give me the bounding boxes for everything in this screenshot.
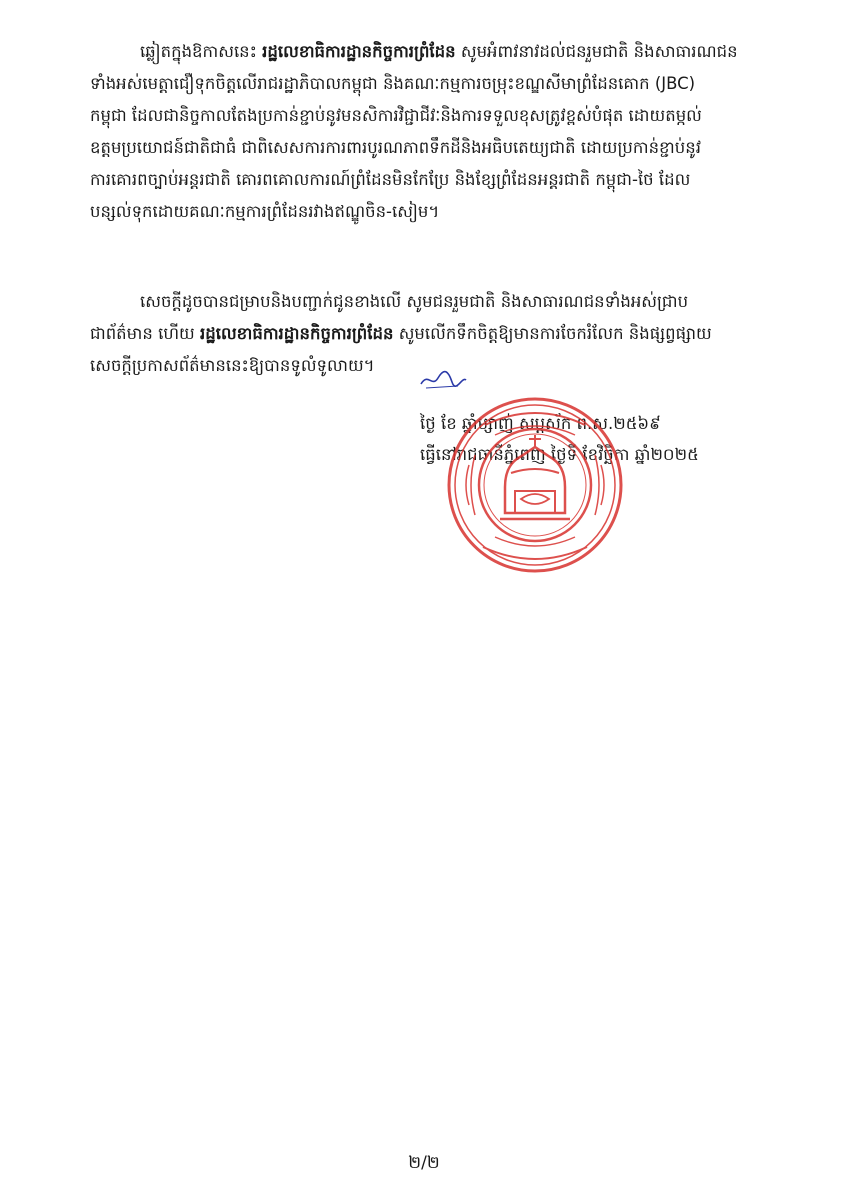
lunar-date-line: ថ្ងៃ ខែ ឆ្នាំម្សាញ់ សប្តស័ក ព.ស.២៥៦៩ — [420, 414, 661, 433]
paragraph-line: បន្សល់ទុកដោយគណៈកម្មការព្រំដែនរវាងឥណ្ឌូចិន-សៀម។ — [90, 202, 440, 221]
official-seal-icon — [445, 395, 625, 575]
page-number: ២/២ — [408, 1153, 440, 1173]
agency-name-bold: រដ្ឋលេខាធិការដ្ឋានកិច្ចការព្រំដែន — [200, 324, 394, 343]
solar-date-line: ធ្វើនៅរាជធានីភ្នំពេញ ថ្ងៃទី ខែវិច្ឆិកា ឆ្នាំ២០២៥ — [420, 445, 699, 464]
paragraph-line: ជាព័ត៌មាន ហើយ រដ្ឋលេខាធិការដ្ឋានកិច្ចការព្រំដែន សូមលើកទឹកចិត្តឱ្យមានការចែករំលែក និងផ្សព្វផ្សាយ — [90, 324, 712, 343]
agency-name-bold: រដ្ឋលេខាធិការដ្ឋានកិច្ចការព្រំដែន — [262, 42, 456, 61]
paragraph-appeal — [90, 36, 770, 228]
paragraph-line: សេចក្តីដូចបានជម្រាបនិងបញ្ជាក់ជូនខាងលើ សូមជនរួមជាតិ និងសាធារណជនទាំងអស់ជ្រាប — [140, 292, 689, 311]
paragraph-line: ឆ្លៀតក្នុងឱកាសនេះ រដ្ឋលេខាធិការដ្ឋានកិច្ចការព្រំដែន សូមអំពាវនាវដល់ជនរួមជាតិ និងសាធារណជន — [140, 42, 738, 61]
paragraph-line: ទាំងអស់មេត្តាជឿទុកចិត្តលើរាជរដ្ឋាភិបាលកម្ពុជា និងគណៈកម្មការចម្រុះខណ្ឌសីមាព្រំដែនគោក (JBC) — [90, 74, 696, 93]
paragraph-line: កម្ពុជា ដែលជានិច្ចកាលតែងប្រកាន់ខ្ជាប់នូវមនសិការវិជ្ជាជីវៈនិងការទទួលខុសត្រូវខ្ពស់បំផុត ដោយតម្កល់ — [90, 106, 702, 125]
paragraph-line: សេចក្តីប្រកាសព័ត៌មាននេះឱ្យបានទូលំទូលាយ។ — [90, 356, 375, 375]
paragraph-line: ឧត្តមប្រយោជន៍ជាតិជាធំ ជាពិសេសការការពារបូរណភាពទឹកដីនិងអធិបតេយ្យជាតិ ដោយប្រកាន់ខ្ជាប់នូវ — [90, 138, 701, 157]
handwritten-initial-icon — [418, 366, 468, 392]
paragraph-line: ការគោរពច្បាប់អន្តរជាតិ គោរពគោលការណ៍ព្រំដែនមិនកែប្រែ និងខ្សែព្រំដែនអន្តរជាតិ កម្ពុជា-ថៃ ដែល — [90, 170, 691, 189]
